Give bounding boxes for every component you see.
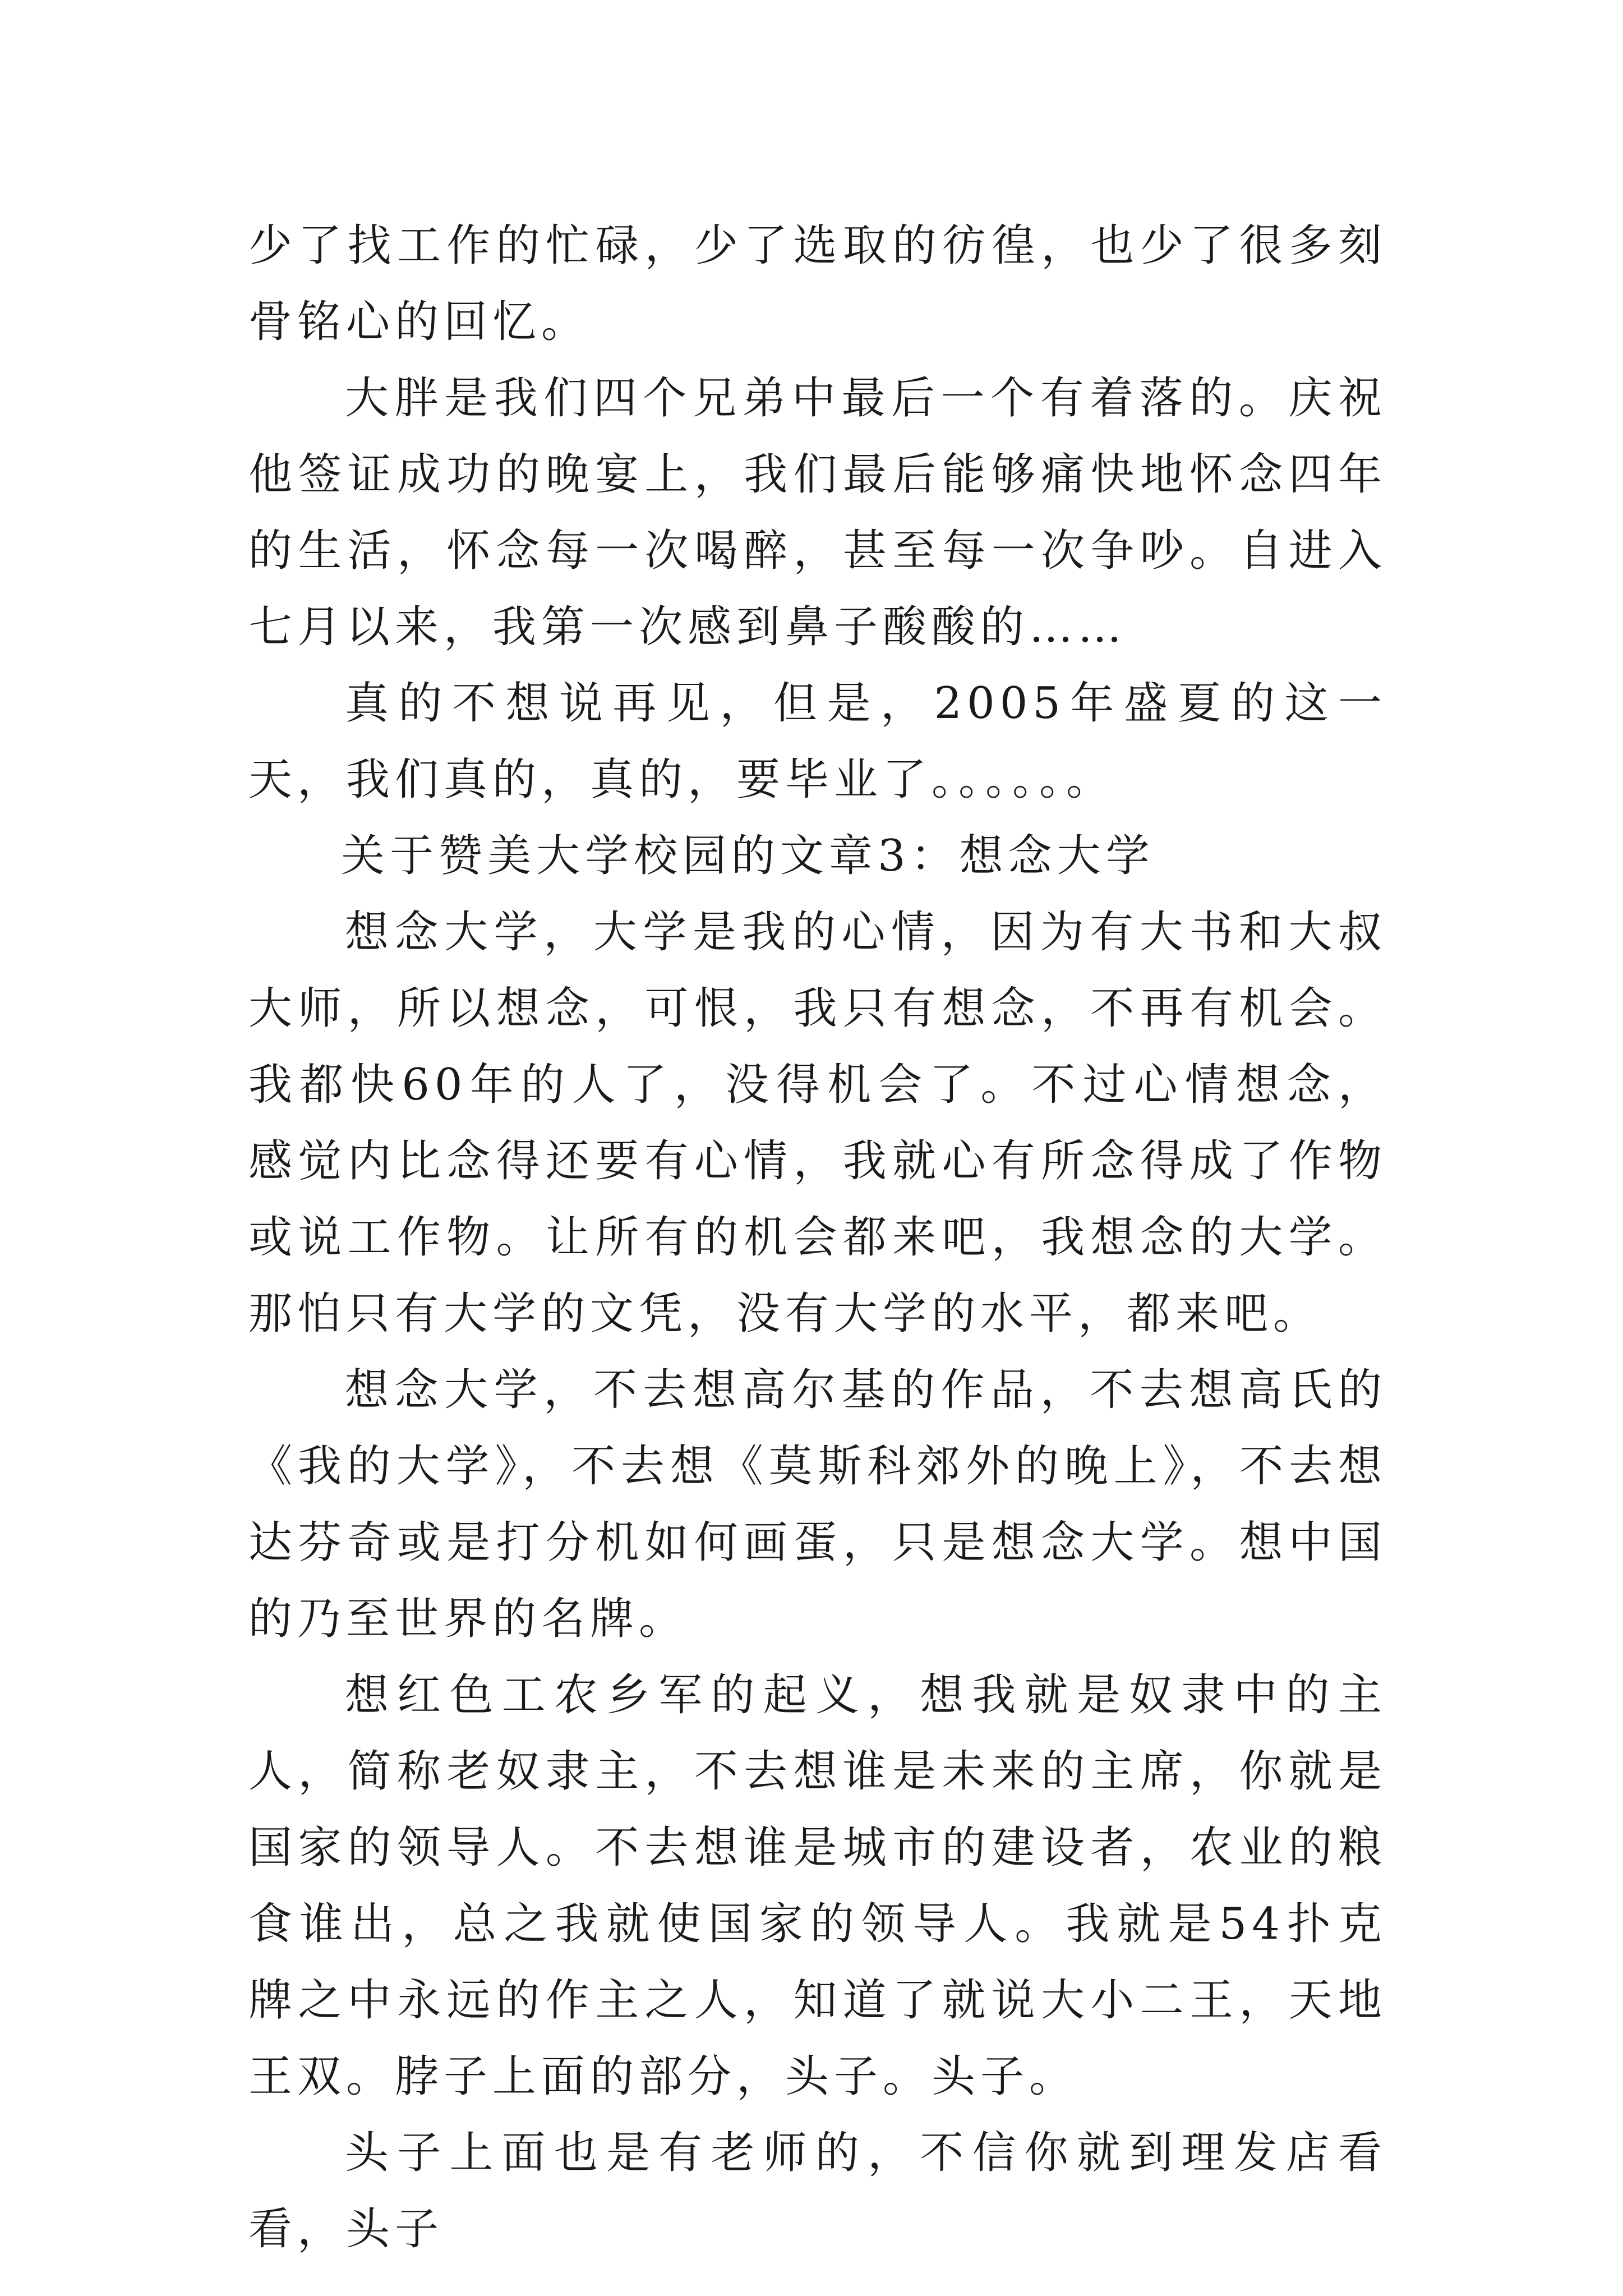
paragraph-3: 真的不想说再见，但是，2005年盛夏的这一天，我们真的，真的，要毕业了。。。。。。	[248, 678, 1387, 805]
paragraph-6: 想红色工农乡军的起义，想我就是奴隶中的主人，简称老奴隶主，不去想谁是未来的主席，你就是国家的领导人。不去想谁是城市的建设者，农业的粮食谁出，总之我就使国家的领导人。我就是54扑克牌之中永远的作主之人，知道了就说大小二王，天地王双。脖子上面的部分，头子。头子。	[248, 1670, 1387, 2102]
document-body	[248, 208, 1387, 2267]
paragraph-4: 想念大学，大学是我的心情，因为有大书和大叔大师，所以想念，可恨，我只有想念，不再有机会。我都快60年的人了，没得机会了。不过心情想念，感觉内比念得还要有心情，我就心有所念得成了作物或说工作物。让所有的机会都来吧，我想念的大学。那怕只有大学的文凭，没有大学的水平，都来吧。	[248, 907, 1387, 1339]
section-heading: 关于赞美大学校园的文章3：想念大学	[341, 831, 1155, 881]
paragraph-7: 头子上面也是有老师的，不信你就到理发店看看，头子	[248, 2128, 1387, 2254]
paragraph-1: 少了找工作的忙碌，少了选取的彷徨，也少了很多刻骨铭心的回忆。	[248, 220, 1387, 347]
paragraph-2: 大胖是我们四个兄弟中最后一个有着落的。庆祝他签证成功的晚宴上，我们最后能够痛快地怀念四年的生活，怀念每一次喝醉，甚至每一次争吵。自进入七月以来，我第一次感到鼻子酸酸的……	[248, 373, 1387, 652]
paragraph-5: 想念大学，不去想高尔基的作品，不去想高氏的《我的大学》，不去想《莫斯科郊外的晚上》，不去想达芬奇或是打分机如何画蛋，只是想念大学。想中国的乃至世界的名牌。	[248, 1365, 1387, 1644]
